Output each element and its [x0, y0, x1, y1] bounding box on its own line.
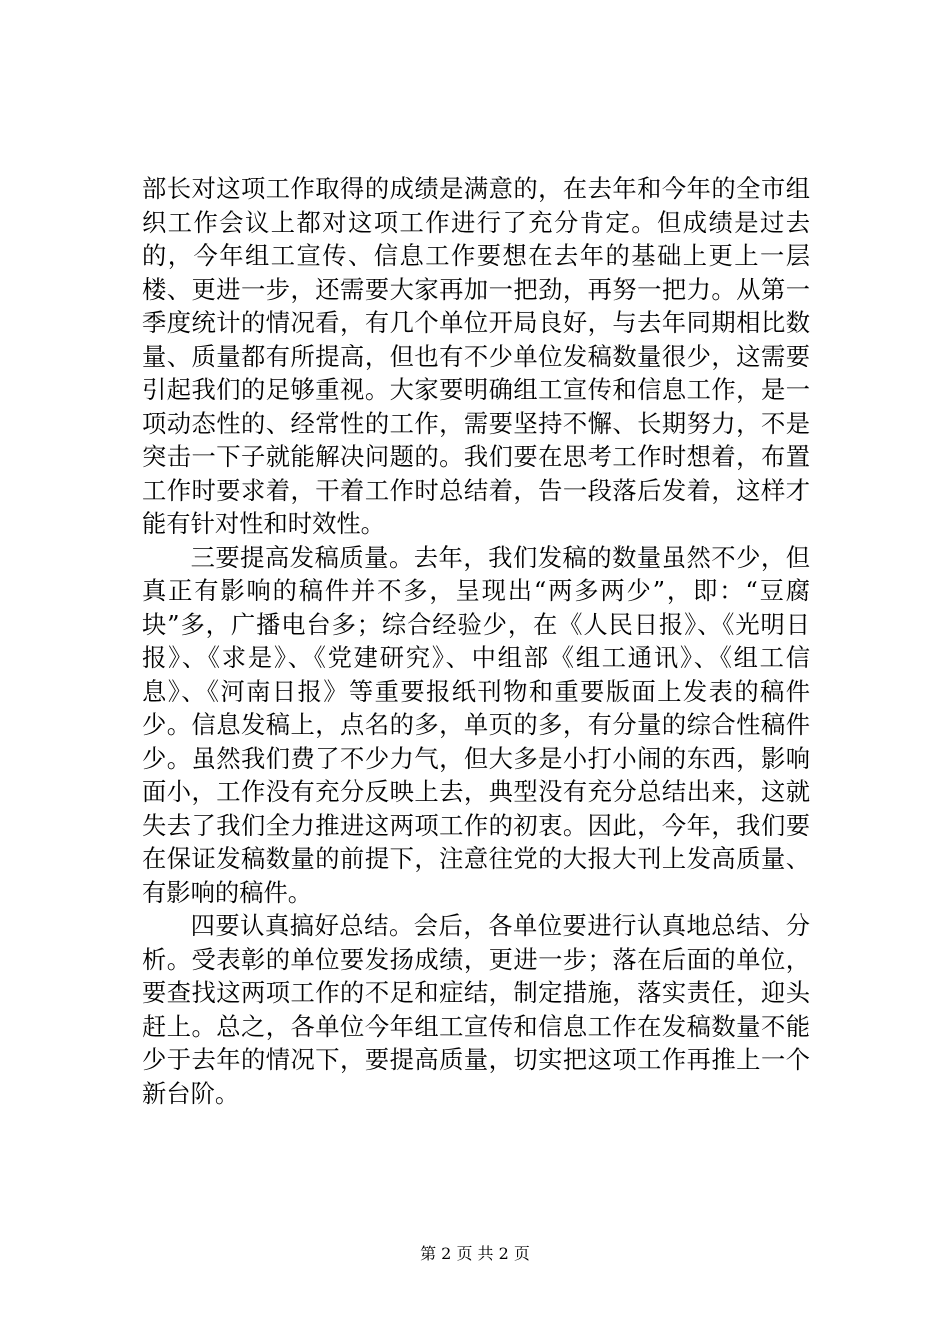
paragraph-summary: 四要认真搞好总结。会后，各单位要进行认真地总结、分析。受表彰的单位要发扬成绩，更进一步；落在后面的单位，要查找这两项工作的不足和症结，制定措施，落实责任，迎头赶上。总之，各单位今年组工宣传和信息工作在发稿数量不能少于去年的情况下，要提高质量，切实把这项工作再推上一个新台阶。 — [142, 911, 810, 1108]
page-number-footer: 第 2 页 共 2 页 — [420, 1244, 530, 1263]
paragraph-improve-quality: 三要提高发稿质量。去年，我们发稿的数量虽然不少，但真正有影响的稿件并不多，呈现出“两多两少”，即：“豆腐块”多，广播电台多；综合经验少，在《人民日报》、《光明日报》、《求是》、《党建研究》、中组部《组工通讯》、《组工信息》、《河南日报》等重要报纸刊物和重要版面上发表的稿件少。信息发稿上，点名的多，单页的多，有分量的综合性稿件少。虽然我们费了不少力气，但大多是小打小闹的东西，影响面小，工作没有充分反映上去，典型没有充分总结出来，这就失去了我们全力推进这两项工作的初衷。因此，今年，我们要在保证发稿数量的前提下，注意往党的大报大刊上发高质量、有影响的稿件。 — [142, 542, 810, 907]
paragraph-continued: 部长对这项工作取得的成绩是满意的，在去年和今年的全市组织工作会议上都对这项工作进行了充分肯定。但成绩是过去的，今年组工宣传、信息工作要想在去年的基础上更上一层楼、更进一步，还需要大家再加一把劲，再努一把力。从第一季度统计的情况看，有几个单位开局良好，与去年同期相比数量、质量都有所提高，但也有不少单位发稿数量很少，这需要引起我们的足够重视。大家要明确组工宣传和信息工作，是一项动态性的、经常性的工作，需要坚持不懈、长期努力，不是突击一下子就能解决问题的。我们要在思考工作时想着，布置工作时要求着，干着工作时总结着，告一段落后发着，这样才能有针对性和时效性。 — [142, 174, 810, 538]
document-body — [142, 172, 810, 1110]
